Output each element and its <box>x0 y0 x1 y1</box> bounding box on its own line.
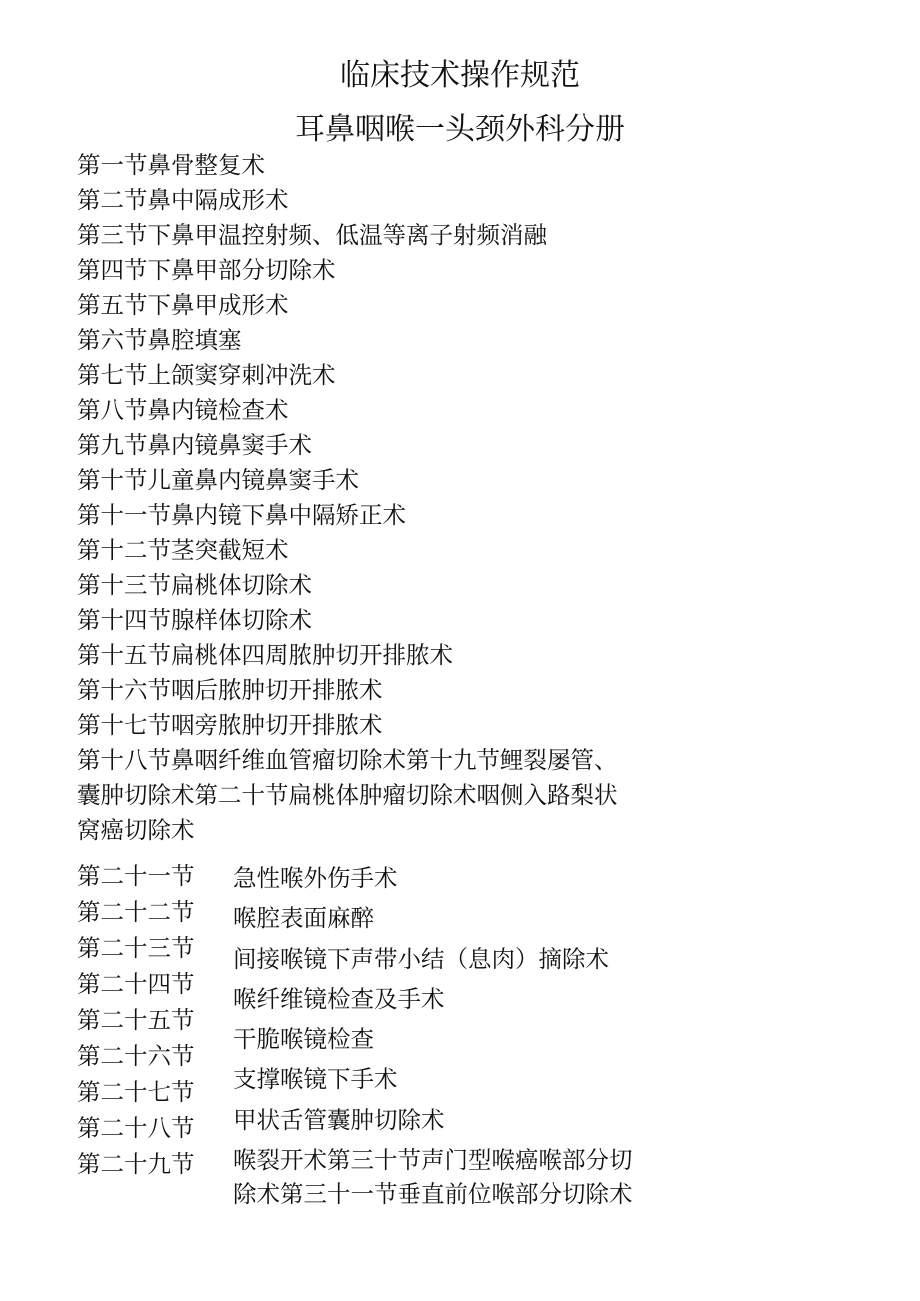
toc-item: 第四节下鼻甲部分切除术 <box>77 256 336 284</box>
toc-item: 第十一节鼻内镜下鼻中隔矫正术 <box>77 501 406 529</box>
toc-item: 第五节下鼻甲成形术 <box>77 291 289 319</box>
paragraph-line: 囊肿切除术第二十节扁桃体肿瘤切除术咽侧入路梨状 <box>77 781 618 809</box>
toc-item: 第九节鼻内镜鼻窦手术 <box>77 431 312 459</box>
paragraph-line: 窝癌切除术 <box>77 816 195 844</box>
section-title: 干脆喉镜检查 <box>233 1025 374 1054</box>
section-number: 第二十八节 <box>77 1114 195 1142</box>
toc-item: 第十五节扁桃体四周脓肿切开排脓术 <box>77 641 453 669</box>
page-title: 临床技术操作规范 <box>340 58 580 93</box>
section-title-line: 喉裂开术第三十节声门型喉癌喉部分切 <box>233 1146 633 1175</box>
section-title-column <box>233 858 693 1211</box>
section-title: 甲状舌管囊肿切除术 <box>233 1105 445 1134</box>
toc-item: 第一节鼻骨整复术 <box>77 151 265 179</box>
section-title: 喉腔表面麻醉 <box>233 904 374 933</box>
section-number: 第二十五节 <box>77 1006 195 1034</box>
toc-item: 第十三节扁桃体切除术 <box>77 571 312 599</box>
section-number: 第二十四节 <box>77 970 195 998</box>
section-number: 第二十三节 <box>77 934 195 962</box>
toc-item: 第七节上颌窦穿刺冲洗术 <box>77 361 336 389</box>
toc-item: 第十四节腺样体切除术 <box>77 606 312 634</box>
toc-item: 第二节鼻中隔成形术 <box>77 186 289 214</box>
section-title: 急性喉外伤手术 <box>233 864 398 892</box>
section-title-multiline <box>233 1140 693 1211</box>
toc-item: 第十节儿童鼻内镜鼻窦手术 <box>77 466 359 494</box>
toc-item: 第八节鼻内镜检查术 <box>77 396 289 424</box>
section-title: 支撑喉镜下手术 <box>233 1065 398 1094</box>
section-number: 第二十九节 <box>77 1150 195 1178</box>
toc-item: 第十二节茎突截短术 <box>77 536 289 564</box>
section-number: 第二十一节 <box>77 862 195 890</box>
section-title: 喉纤维镜检查及手术 <box>233 984 445 1013</box>
toc-item: 第三节下鼻甲温控射频、低温等离子射频消融 <box>77 221 547 249</box>
section-number-column <box>77 858 227 1182</box>
section-number: 第二十六节 <box>77 1042 195 1070</box>
page-subtitle: 耳鼻咽喉一头颈外科分册 <box>295 112 625 147</box>
section-title: 间接喉镜下声带小结（息肉）摘除术 <box>233 944 609 973</box>
section-number: 第二十七节 <box>77 1078 195 1106</box>
toc-item: 第十六节咽后脓肿切开排脓术 <box>77 676 383 704</box>
section-number: 第二十二节 <box>77 898 195 926</box>
section-title-line: 除术第三十一节垂直前位喉部分切除术 <box>233 1180 633 1209</box>
toc-item: 第十七节咽旁脓肿切开排脓术 <box>77 711 383 739</box>
table-of-contents <box>77 148 697 848</box>
toc-item: 第六节鼻腔填塞 <box>77 326 242 354</box>
merged-paragraph <box>77 743 697 848</box>
paragraph-line: 第十八节鼻咽纤维血管瘤切除术第十九节鲤裂屡管、 <box>77 746 618 774</box>
